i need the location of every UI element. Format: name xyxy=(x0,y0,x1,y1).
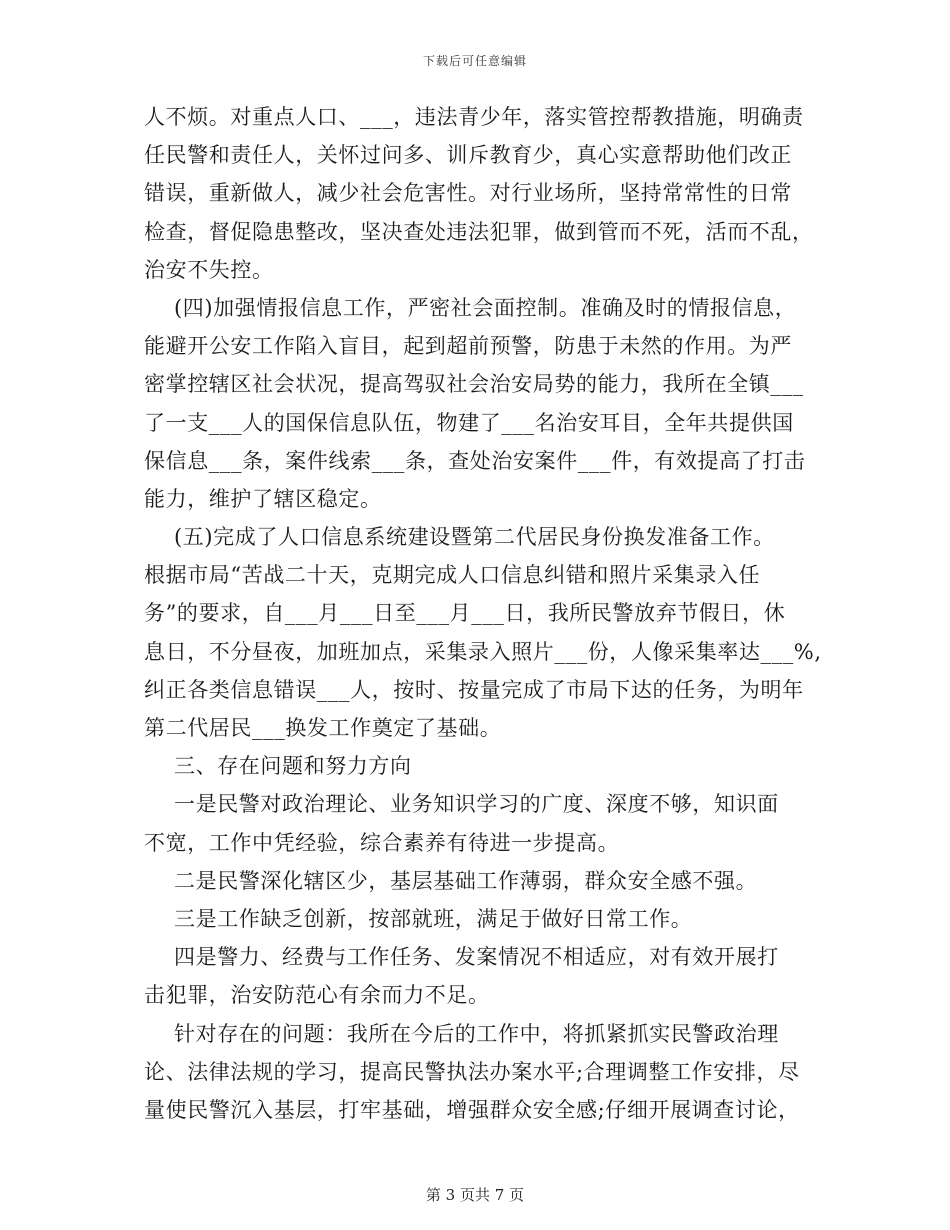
text-line: 治安不失控。 xyxy=(144,257,274,282)
text-line: 了一支___人的国保信息队伍，物建了___名治安耳目，全年共提供国 xyxy=(144,410,794,435)
text-line: 能避开公安工作陷入盲目，起到超前预警，防患于未然的作用。为严 xyxy=(144,334,792,359)
text-line: 三是工作缺乏创新，按部就班，满足于做好日常工作。 xyxy=(174,906,693,931)
text-line: 人不烦。对重点人口、___，违法青少年，落实管控帮教措施，明确责 xyxy=(144,105,804,129)
text-line: 息日，不分昼夜，加班加点，采集录入照片___份，人像采集率达___%, xyxy=(144,639,822,664)
text-line: (五)完成了人口信息系统建设暨第二代居民身份换发准备工作。 xyxy=(174,525,775,550)
text-line: 纠正各类信息错误___人，按时、按量完成了市局下达的任务，为明年 xyxy=(144,677,804,702)
text-line: 保信息___条，案件线索___条，查处治安案件___件，有效提高了打击 xyxy=(144,448,806,473)
text-line: 密掌控辖区社会状况，提高驾驭社会治安局势的能力，我所在全镇___ xyxy=(144,372,804,397)
text-line: 能力，维护了辖区稳定。 xyxy=(144,486,382,511)
text-line: 检查，督促隐患整改，坚决查处违法犯罪，做到管而不死，活而不乱， xyxy=(144,219,814,244)
text-line: 第二代居民___换发工作奠定了基础。 xyxy=(144,716,502,740)
text-line: 务”的要求，自___月___日至___月___日，我所民警放弃节假日，休 xyxy=(144,601,786,626)
text-line: 四是警力、经费与工作任务、发案情况不相适应，对有效开展打 xyxy=(174,945,779,970)
page-footer: 第 3 页共 7 页 xyxy=(425,1186,525,1204)
text-line: 根据市局“苦战二十天，克期完成人口信息纠错和照片采集录入任 xyxy=(144,563,761,588)
text-line: 量使民警沉入基层，打牢基础，增强群众安全感;仔细开展调查讨论， xyxy=(144,1097,800,1122)
text-line: (四)加强情报信息工作，严密社会面控制。准确及时的情报信息， xyxy=(174,295,797,320)
text-line: 错误，重新做人，减少社会危害性。对行业场所，坚持常常性的日常 xyxy=(144,181,792,206)
document-body xyxy=(144,98,822,1129)
text-line: 三、存在问题和努力方向 xyxy=(174,754,412,779)
text-line: 任民警和责任人，关怀过问多、训斥教育少，真心实意帮助他们改正 xyxy=(144,143,792,168)
text-line: 不宽，工作中凭经验，综合素养有待进一步提高。 xyxy=(144,830,620,855)
page-header: 下载后可任意编辑 xyxy=(422,54,527,68)
text-line: 二是民警深化辖区少，基层基础工作薄弱，群众安全感不强。 xyxy=(174,868,758,893)
text-line: 针对存在的问题：我所在今后的工作中，将抓紧抓实民警政治理 xyxy=(174,1021,779,1046)
text-line: 论、法律法规的学习，提高民警执法办案水平;合理调整工作安排，尽 xyxy=(144,1059,800,1084)
text-line: 一是民警对政治理论、业务知识学习的广度、深度不够，知识面 xyxy=(174,792,779,817)
text-line: 击犯罪，治安防范心有余而力不足。 xyxy=(144,983,490,1008)
